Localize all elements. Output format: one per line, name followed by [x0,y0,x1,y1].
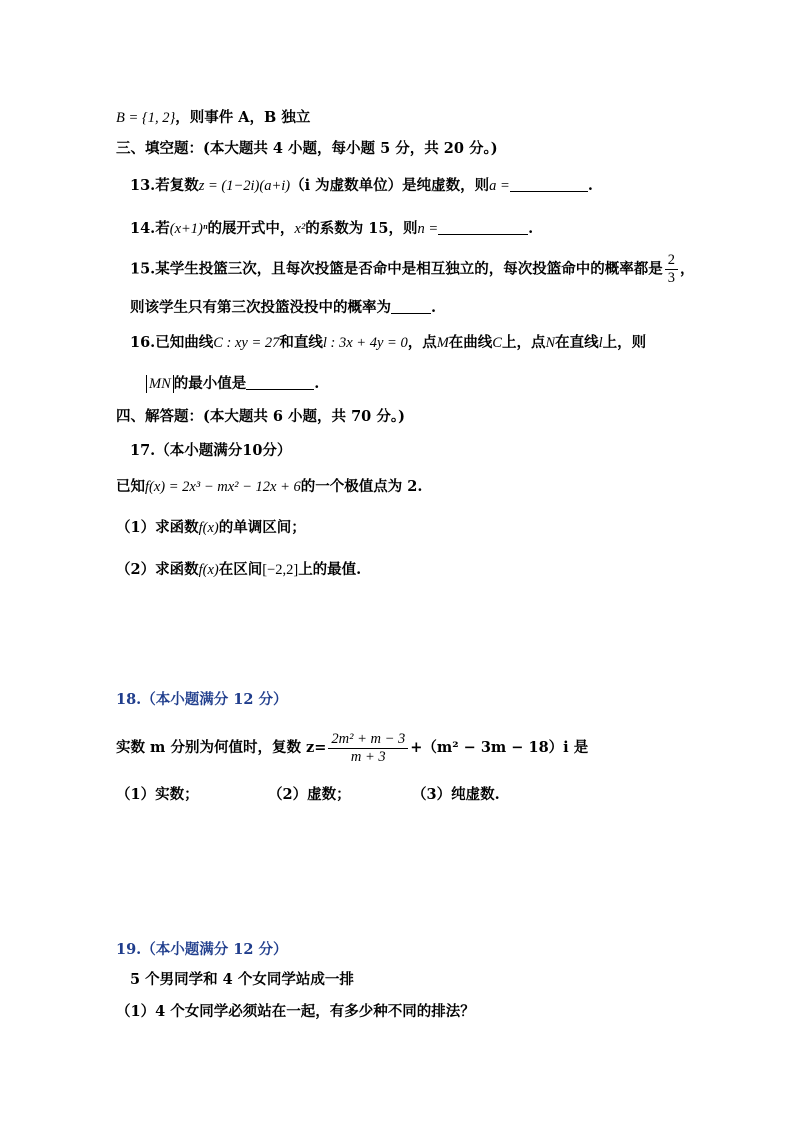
q15-number: 15. [130,260,156,278]
q18-frac-den: m + 3 [350,748,386,765]
question-15-line2 [130,298,436,318]
q15-end: . [431,299,437,316]
q18-frac-num: 2m² + m − 3 [328,731,408,749]
q17-intro1: 已知 [116,478,145,495]
q17-p1a: （1）求函数 [116,519,199,536]
q13-var: a = [489,178,510,194]
question-19-part1: （1）4 个女同学必须站在一起，有多少种不同的排法？ [116,1003,475,1020]
q14-text1: 若 [155,220,170,237]
q14-expr2: x² [294,221,306,237]
question-18-part1: （1）实数； [116,786,199,803]
q17-p2b: 在区间 [218,561,263,578]
q16-point-m: M [436,335,449,351]
q16-line-l: l [598,335,603,351]
question-18-part2: （2）虚数； [268,786,351,803]
q16-text1: 已知曲线 [155,334,214,351]
q14-end: . [528,220,534,237]
question-17-part1 [116,518,306,538]
q16-line2-text: 的最小值是 [173,375,247,392]
q17-p1b: 的单调区间； [218,519,306,536]
q16-text3: ，点 [407,334,437,351]
q14-expr: (x+1)ⁿ [169,221,208,237]
q17-p1f: f(x) [198,520,219,536]
q16-curve: C : xy = 27 [213,335,280,351]
q17-function: f(x) = 2x³ − mx² − 12x + 6 [145,479,301,495]
q16-number: 16. [130,334,156,351]
question-17-part2 [116,560,361,580]
question-16-line2 [146,374,319,394]
question-19-header: 19.（本小题满分 12 分） [116,941,288,958]
prev-text: ，则事件 A，B 独立 [175,109,311,126]
q16-text4: 在曲线 [448,334,493,351]
prev-math: B = {1, 2} [116,110,176,126]
q17-intro2: 的一个极值点为 2. [300,478,423,495]
q17-p2f: f(x) [198,562,219,578]
q14-text3: 的系数为 15，则 [305,220,418,237]
question-15 [130,252,694,287]
q17-p2a: （2）求函数 [116,561,199,578]
q15-answer-blank[interactable] [391,299,431,314]
q15-text2: ， [679,260,695,278]
q15-frac-num: 2 [665,252,678,270]
q17-p2c: 上的最值. [298,561,362,578]
q16-point-n: N [545,335,556,351]
q13-expr: z = (1−2i)(a+i) [198,178,291,194]
q14-number: 14. [130,220,156,237]
q18-text1: 实数 m 分别为何值时，复数 z= [116,739,327,756]
question-13 [130,176,593,196]
q15-text1: 某学生投篮三次，且每次投篮是否命中是相互独立的，每次投篮命中的概率都是 [155,260,663,278]
question-18-header: 18.（本小题满分 12 分） [116,691,288,708]
q16-end: . [314,375,320,392]
q17-interval: [−2,2] [262,562,299,578]
q13-number: 13. [130,177,156,194]
q18-text2: +（m² − 3m − 18）i 是 [410,739,589,756]
question-17-intro [116,477,422,497]
q18-fraction [328,731,408,766]
question-17-header [130,441,291,461]
q16-abs-mn: MN [146,375,174,393]
q15-fraction [665,252,678,287]
q14-answer-blank[interactable] [438,220,528,235]
question-14 [130,219,533,239]
q16-line-expr: l : 3x + 4y = 0 [322,335,408,351]
q13-text1: 若复数 [155,177,199,194]
q16-curve-c: C [492,335,502,351]
q14-text2: 的展开式中， [207,220,295,237]
section-3-title: 三、填空题：(本大题共 4 小题，每小题 5 分，共 20 分。) [116,140,498,157]
q13-text2: （i 为虚数单位）是纯虚数，则 [290,177,490,194]
q16-answer-blank[interactable] [246,375,314,390]
question-19-text: 5 个男同学和 4 个女同学站成一排 [130,971,354,988]
question-18-body [116,728,588,768]
q15-line2-text: 则该学生只有第三次投篮没投中的概率为 [130,299,391,316]
prev-question-tail [116,108,310,128]
q17-header-text: （本小题满分10分） [155,442,292,459]
q16-text6: 在直线 [555,334,599,351]
q13-end: . [587,177,593,194]
q16-text2: 和直线 [279,334,323,351]
q15-frac-den: 3 [667,270,675,286]
q13-answer-blank[interactable] [510,177,588,192]
q17-number: 17. [130,442,156,459]
question-16 [130,333,646,353]
q14-var: n = [417,221,439,237]
q16-text7: 上，则 [602,334,647,351]
q16-text5: 上，点 [501,334,546,351]
question-18-part3: （3）纯虚数. [412,786,500,803]
section-4-title: 四、解答题：(本大题共 6 小题，共 70 分。) [116,408,405,425]
